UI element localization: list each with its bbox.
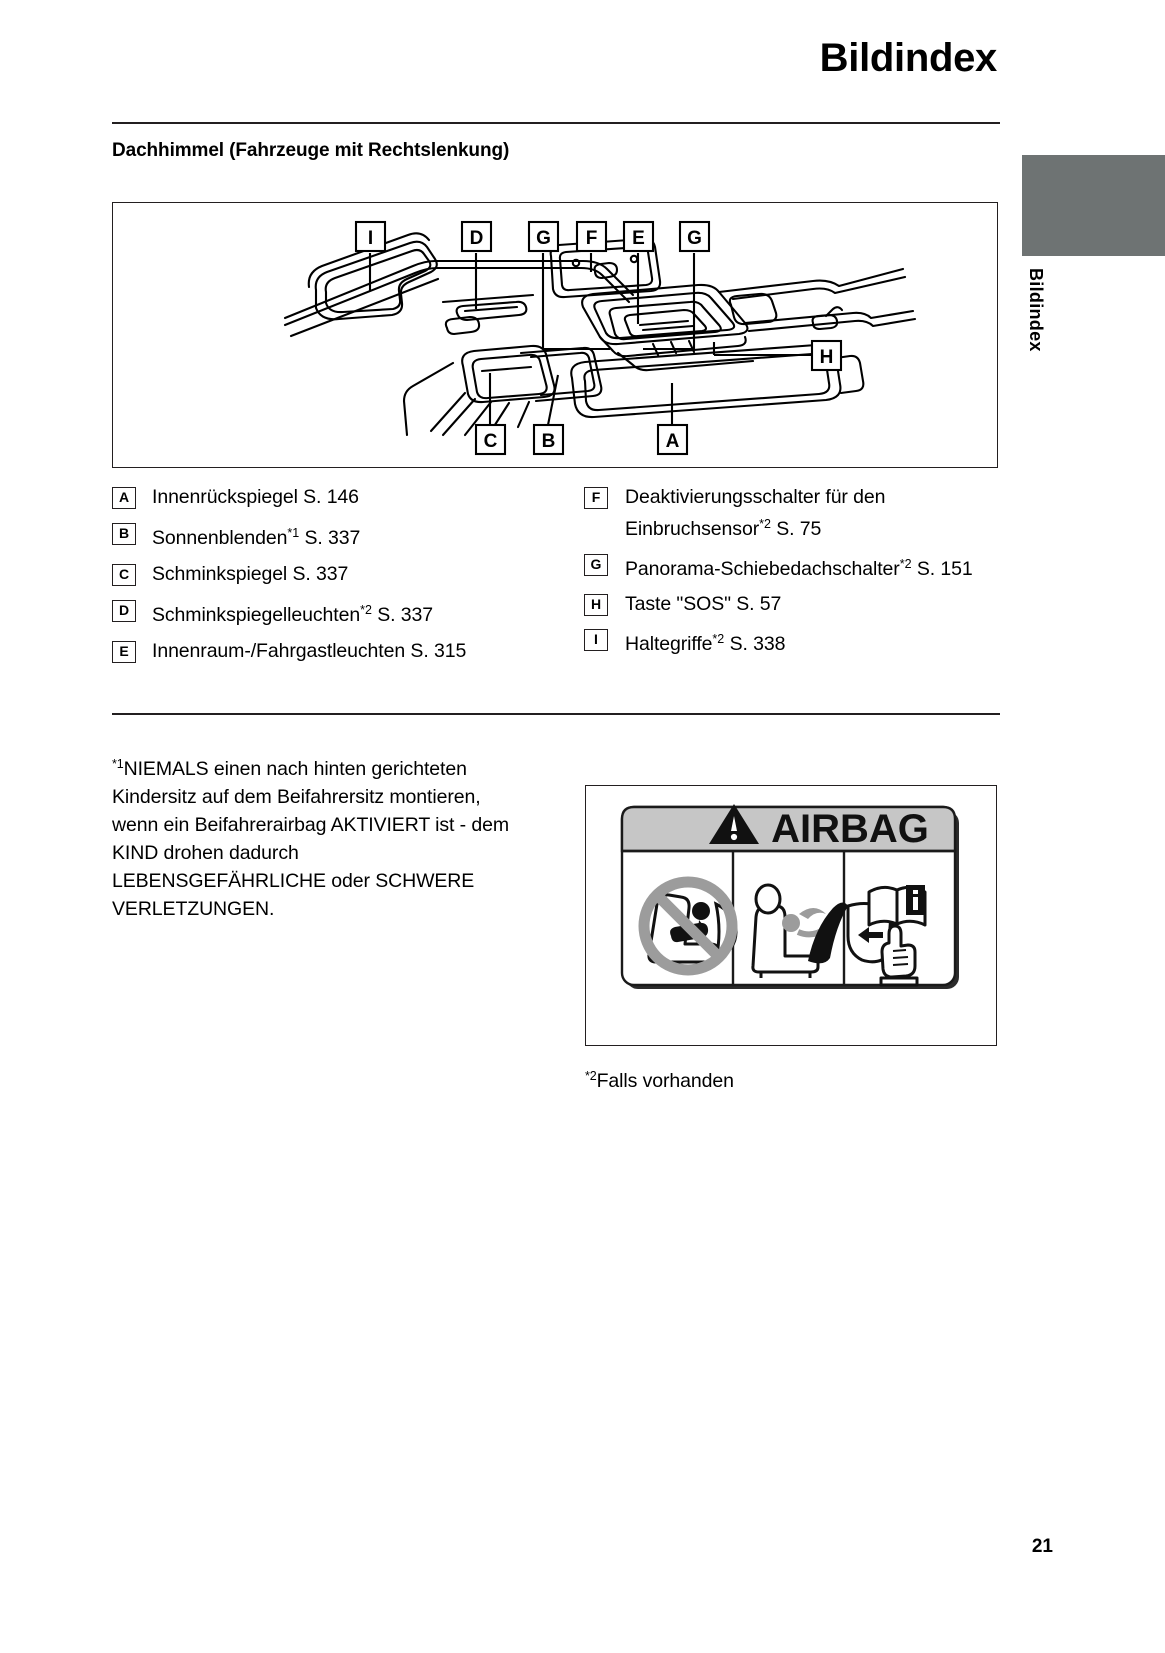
svg-text:E: E	[632, 228, 645, 249]
legend-key-i: I	[584, 629, 608, 651]
callout-G-right	[680, 222, 709, 251]
airbag-title: AIRBAG	[771, 807, 929, 851]
footnote-one-text: NIEMALS einen nach hinten gerichteten Kindersitz auf dem Beifahrersitz montieren, wenn ein Beifahrerairbag AKTIVIERT ist - dem KIND drohen dadurch LEBENSGEFÄHRLICHE oder SCHWERE VERLETZUNGEN.	[112, 758, 509, 920]
footnote-one	[112, 750, 512, 923]
svg-text:H: H	[819, 347, 834, 368]
legend-item-h	[584, 591, 1014, 618]
headliner-diagram	[112, 202, 998, 468]
legend-key-b: B	[112, 523, 136, 545]
svg-text:D: D	[469, 228, 484, 249]
footnote-two	[585, 1062, 734, 1095]
callout-H	[812, 341, 841, 370]
airbag-warning-figure	[585, 785, 997, 1046]
svg-text:I: I	[367, 228, 374, 249]
legend-label-a: Innenrückspiegel S. 146	[152, 486, 359, 508]
footnote-one-marker: *1	[112, 757, 124, 771]
legend-key-h: H	[584, 594, 608, 616]
svg-text:A: A	[665, 431, 680, 452]
legend-column-left	[112, 484, 542, 674]
callout-I	[356, 222, 385, 251]
legend-label-h: Taste "SOS" S. 57	[625, 593, 782, 615]
legend-item-f	[584, 484, 1014, 543]
legend-item-d	[112, 597, 542, 629]
page-title: Bildindex	[819, 36, 997, 80]
legend-item-c	[112, 561, 542, 588]
svg-text:G: G	[687, 228, 702, 249]
legend-label-e: Innenraum-/Fahrgastleuchten S. 315	[152, 640, 467, 662]
legend-label-f: Deaktivierungsschalter für den Einbruchsensor$^{*2}$ S. 75	[625, 486, 886, 540]
legend	[112, 484, 1000, 694]
legend-column-right	[584, 484, 1014, 666]
footnote-two-marker: *2	[585, 1069, 597, 1083]
legend-label-b: Sonnenblenden$^{*1}$ S. 337	[152, 526, 361, 549]
headliner-illustration	[113, 203, 996, 466]
page-number: 21	[1031, 1536, 1053, 1557]
legend-key-d: D	[112, 600, 136, 622]
footnote-two-text: Falls vorhanden	[596, 1070, 734, 1092]
legend-key-c: C	[112, 564, 136, 586]
side-tab-label: Bildindex	[1026, 268, 1046, 352]
legend-item-a	[112, 484, 542, 511]
legend-key-e: E	[112, 641, 136, 663]
legend-label-i: Haltegriffe$^{*2}$ S. 338	[625, 632, 786, 655]
callout-C	[476, 425, 505, 454]
callout-B	[534, 425, 563, 454]
legend-item-e	[112, 638, 542, 665]
side-tab-block	[1022, 155, 1165, 256]
legend-item-g	[584, 551, 1014, 583]
callout-A	[658, 425, 687, 454]
callout-G-left	[529, 222, 558, 251]
legend-key-a: A	[112, 487, 136, 509]
svg-text:C: C	[483, 431, 498, 452]
legend-divider	[112, 713, 1000, 715]
callout-D	[462, 222, 491, 251]
callout-E	[624, 222, 653, 251]
svg-text:F: F	[585, 228, 598, 249]
legend-label-c: Schminkspiegel S. 337	[152, 563, 349, 585]
legend-key-g: G	[584, 554, 608, 576]
legend-item-b	[112, 520, 542, 552]
title-divider	[112, 122, 1000, 124]
svg-text:B: B	[541, 431, 556, 452]
callout-F	[577, 222, 606, 251]
legend-label-g: Panorama-Schiebedachschalter$^{*2}$ S. 151	[625, 557, 973, 580]
section-heading: Dachhimmel (Fahrzeuge mit Rechtslenkung)	[112, 140, 510, 161]
legend-label-d: Schminkspiegelleuchten$^{*2}$ S. 337	[152, 603, 434, 626]
legend-item-i	[584, 626, 1014, 658]
svg-text:G: G	[536, 228, 551, 249]
airbag-warning-label	[586, 786, 995, 1044]
legend-key-f: F	[584, 487, 608, 509]
